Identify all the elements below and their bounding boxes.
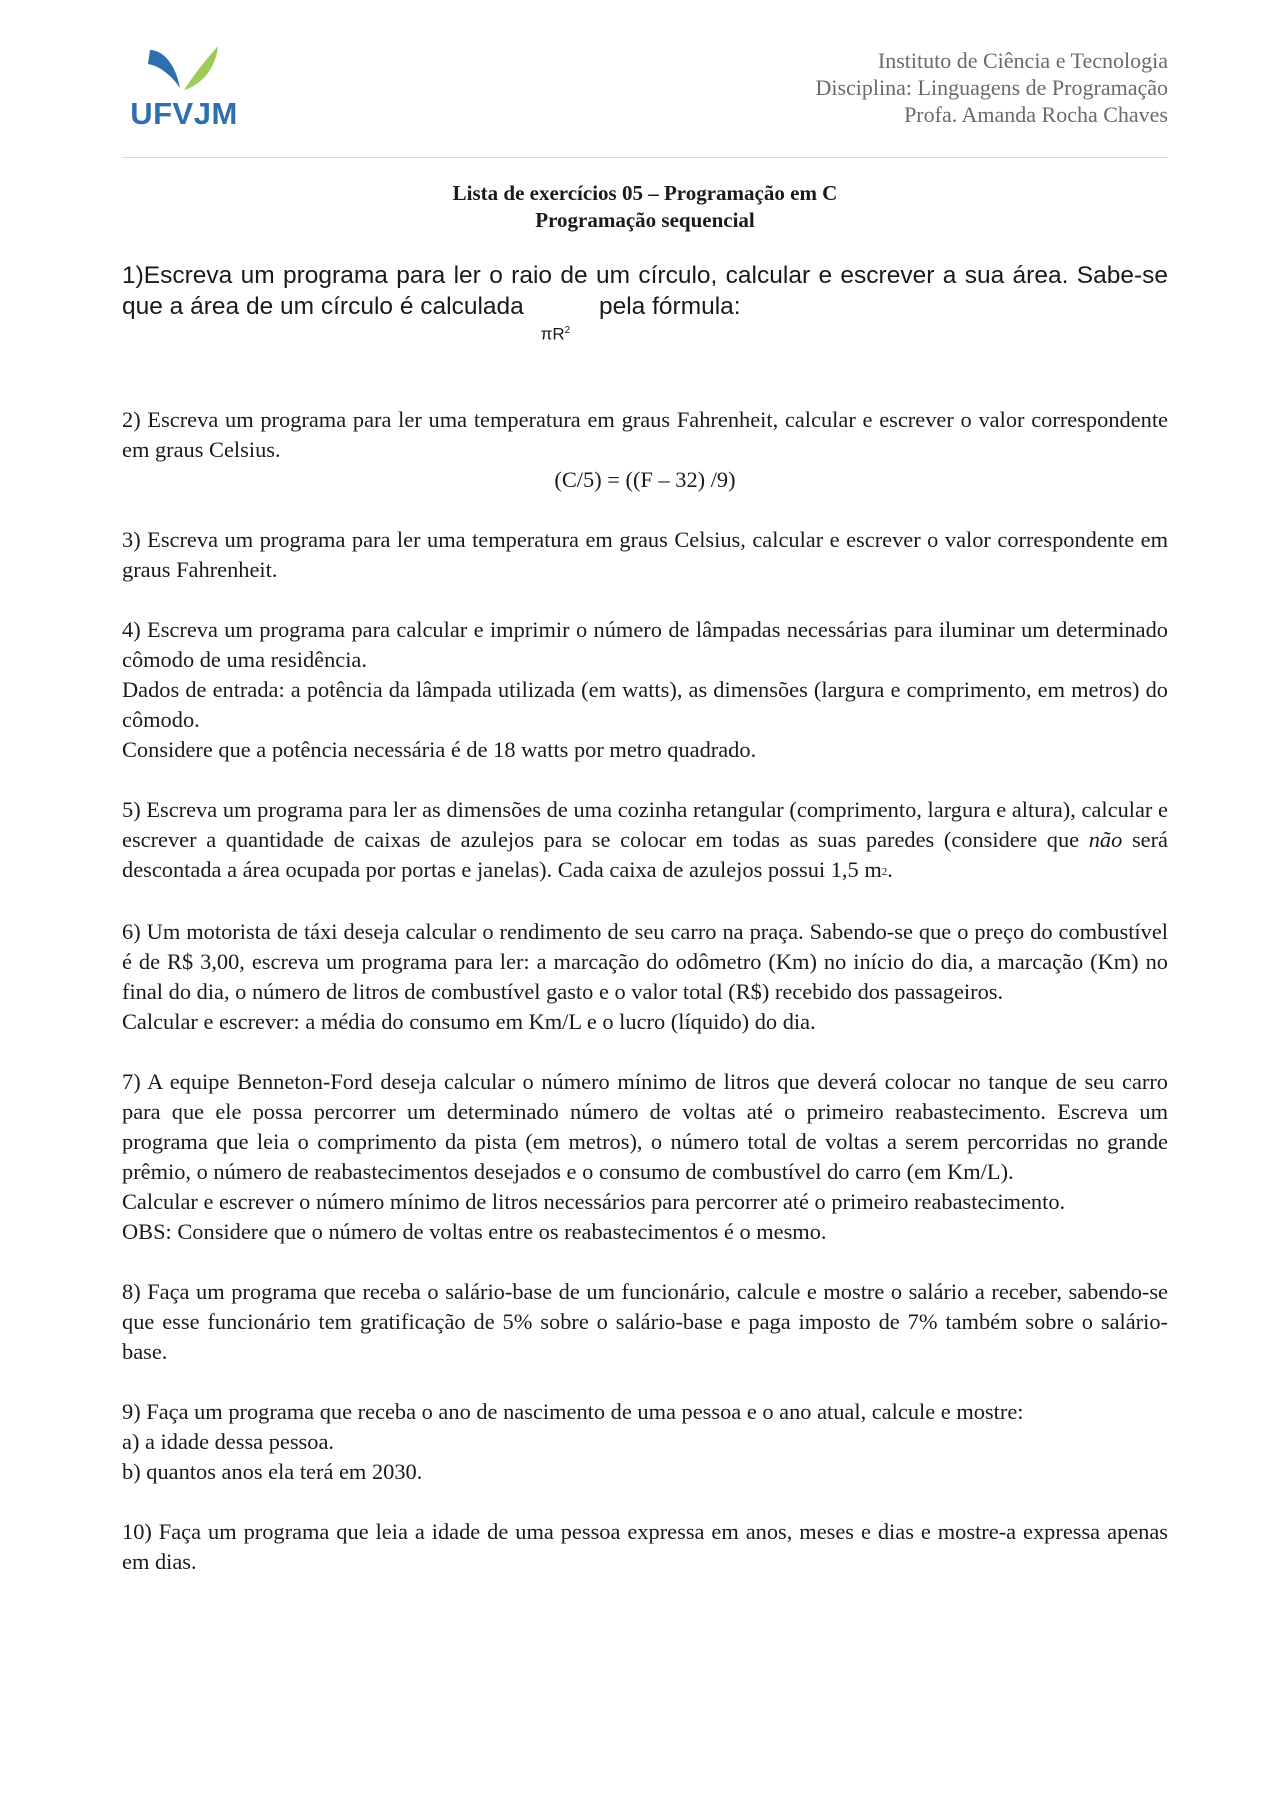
question-7: [122, 1067, 1168, 1247]
q1-text-b: pela fórmula:: [598, 293, 741, 320]
discipline-name: Disciplina: Linguagens de Programação: [815, 75, 1168, 100]
document-title: [122, 180, 1168, 234]
ufvjm-logo: [124, 44, 244, 136]
logo-text: UFVJM: [130, 96, 238, 131]
header-divider: [122, 157, 1168, 158]
question-2: [122, 405, 1168, 495]
q7-line-1: 7) A equipe Benneton-Ford deseja calcular o número mínimo de litros que deverá colocar no tanque de seu carro para que ele possa percorrer um determinado número de voltas até o primeiro reabastecimento. Escreva um programa que leia o comprimento da pista (em metros), o número total de voltas a serem percorridas no grande prêmio, o número de reabastecimentos desejados e o consumo de combustível do carro (em Km/L).: [122, 1069, 1168, 1184]
question-5: [122, 795, 1168, 887]
q1-text-a: 1)Escreva um programa para ler o raio de um círculo, calcular e escrever a sua área. Sabe-se que a área de um círculo é calculada: [122, 262, 1168, 320]
question-3: [122, 525, 1168, 585]
question-10: [122, 1517, 1168, 1577]
q10-text: 10) Faça um programa que leia a idade de uma pessoa expressa em anos, meses e dias e mostre-a expressa apenas em dias.: [122, 1519, 1168, 1574]
q9-line-3: b) quantos anos ela terá em 2030.: [122, 1459, 423, 1484]
q8-text: 8) Faça um programa que receba o salário-base de um funcionário, calcule e mostre o salário a receber, sabendo-se que esse funcionário tem gratificação de 5% sobre o salário-base e paga imposto de 7% também sobre o salário-base.: [122, 1279, 1168, 1364]
q2-text: 2) Escreva um programa para ler uma temperatura em graus Fahrenheit, calcular e escrever o valor correspondente em graus Celsius.: [122, 407, 1168, 462]
institute-name: Instituto de Ciência e Tecnologia: [877, 48, 1168, 73]
question-4: [122, 615, 1168, 765]
q6-line-1: 6) Um motorista de táxi deseja calcular o rendimento de seu carro na praça. Sabendo-se que o preço do combustível é de R$ 3,00, escreva um programa para ler: a marcação do odômetro (Km) no início do dia, a marcação (Km) no final do dia, o número de litros de combustível gasto e o valor total (R$) recebido dos passageiros.: [122, 919, 1168, 1004]
professor-name: Profa. Amanda Rocha Chaves: [904, 102, 1168, 127]
logo-leaf-icon: [146, 44, 222, 96]
q6-line-2: Calcular e escrever: a média do consumo em Km/L e o lucro (líquido) do dia.: [122, 1009, 816, 1034]
q9-line-1: 9) Faça um programa que receba o ano de nascimento de uma pessoa e o ano atual, calcule e mostre:: [122, 1399, 1024, 1424]
header-info: [815, 47, 1168, 128]
title-line-2: Programação sequencial: [535, 208, 755, 232]
q9-line-2: a) a idade dessa pessoa.: [122, 1429, 335, 1454]
q4-line-2: Dados de entrada: a potência da lâmpada utilizada (em watts), as dimensões (largura e comprimento, em metros) do cômodo.: [122, 677, 1168, 732]
question-6: [122, 917, 1168, 1037]
q7-line-2: Calcular e escrever o número mínimo de litros necessários para percorrer até o primeiro reabastecimento.: [122, 1189, 1066, 1214]
q3-text: 3) Escreva um programa para ler uma temperatura em graus Celsius, calcular e escrever o valor correspondente em graus Fahrenheit.: [122, 527, 1168, 582]
q4-line-3: Considere que a potência necessária é de 18 watts por metro quadrado.: [122, 737, 757, 762]
question-8: [122, 1277, 1168, 1367]
q4-line-1: 4) Escreva um programa para calcular e imprimir o número de lâmpadas necessárias para iluminar um determinado cômodo de uma residência.: [122, 617, 1168, 672]
q5-emphasis: não: [1088, 827, 1123, 852]
question-9: [122, 1397, 1168, 1487]
q5-text: 5) Escreva um programa para ler as dimensões de uma cozinha retangular (comprimento, largura e altura), calcular e escrever a quantidade de caixas de azulejos para se colocar em todas as suas paredes (considere que não será descontada a área ocupada por portas e janelas). Cada caixa de azulejos possui 1,5 m2.: [122, 797, 1168, 882]
q2-formula: (C/5) = ((F – 32) /9): [554, 467, 736, 492]
q7-line-3: OBS: Considere que o número de voltas entre os reabastecimentos é o mesmo.: [122, 1219, 827, 1244]
question-1: [122, 260, 1168, 350]
exercise-list: [122, 260, 1168, 1577]
q1-area-formula: $\pi R^2$: [540, 325, 571, 344]
title-line-1: Lista de exercícios 05 – Programação em C: [452, 181, 838, 205]
